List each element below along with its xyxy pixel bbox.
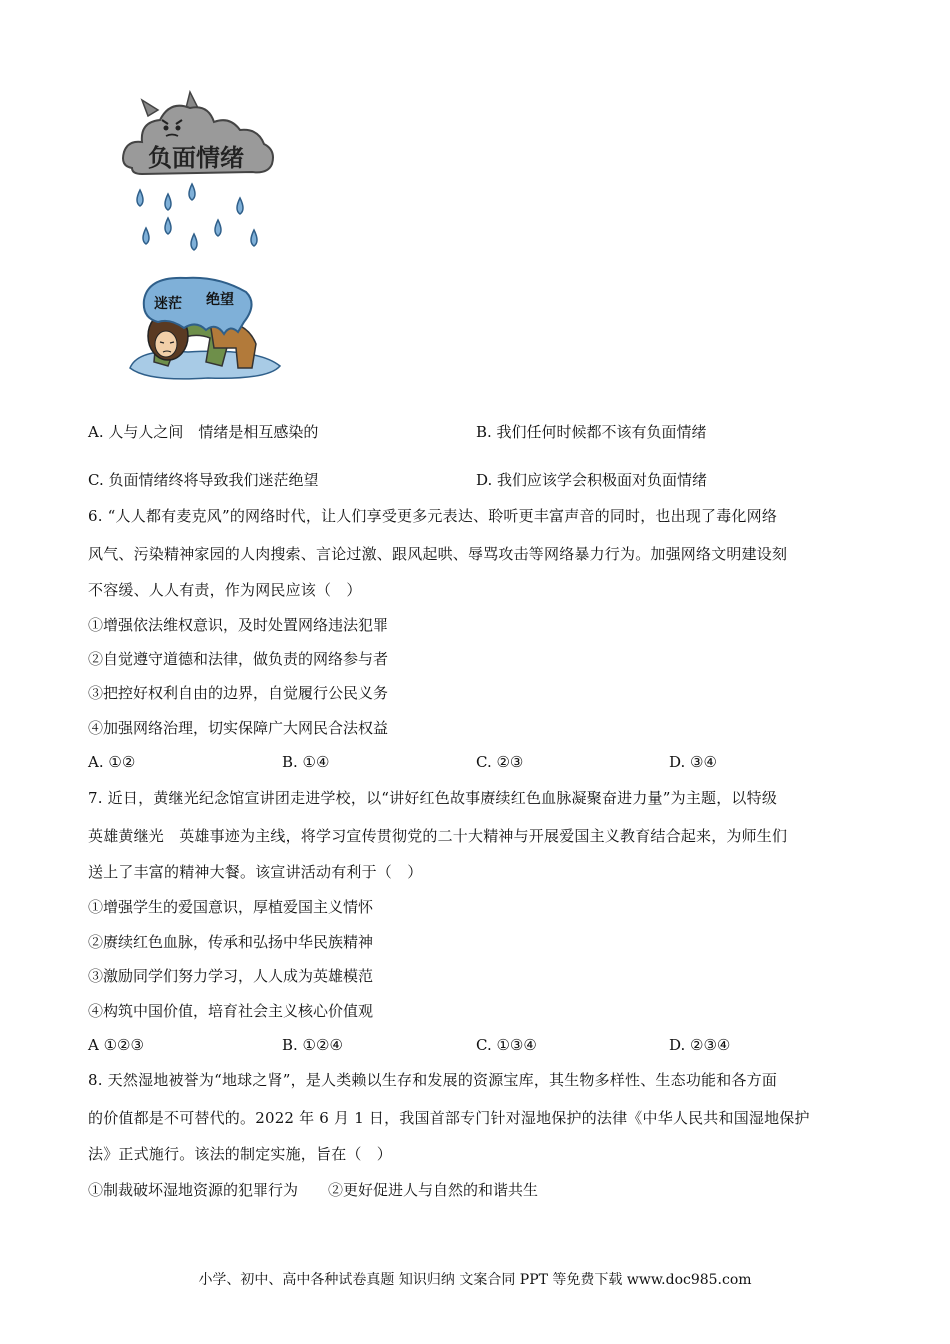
q6-stem-line-1: 6. “人人都有麦克风”的网络时代，让人们享受更多元表达、聆听更丰富声音的同时，也出现了毒化网络: [88, 507, 778, 525]
q7-stem-line-3: 送上了丰富的精神大餐。该宣讲活动有利于（ ）: [88, 863, 423, 881]
q7-item-3: ③激励同学们努力学习，人人成为英雄模范: [88, 967, 374, 985]
q7-stem-line-2: 英雄黄继光 英雄事迹为主线，将学习宣传贯彻党的二十大精神与开展爱国主义教育结合起来，为师生们: [88, 827, 788, 845]
page-footer: 小学、初中、高中各种试卷真题 知识归纳 文案合同 PPT 等免费下载 www.doc985.com: [198, 1272, 752, 1288]
q7-stem-line-1: 7. 近日，黄继光纪念馆宣讲团走进学校，以“讲好红色故事赓续红色血脉凝聚奋进力量”为主题，以特级: [88, 789, 778, 807]
q7-item-2: ②赓续红色血脉，传承和弘扬中华民族精神: [88, 933, 374, 951]
cloud-label: 负面情绪: [148, 144, 244, 172]
q6-option-c: C. ②③: [476, 753, 524, 771]
q7-item-4: ④构筑中国价值，培育社会主义核心价值观: [88, 1002, 374, 1020]
q6-stem-line-3: 不容缓、人人有责，作为网民应该（ ）: [88, 581, 362, 599]
q6-item-1: ①增强依法维权意识，及时处置网络违法犯罪: [88, 616, 389, 634]
q8-items-row: ①制裁破坏湿地资源的犯罪行为 ②更好促进人与自然的和谐共生: [88, 1181, 539, 1199]
q5-option-a: A. 人与人之间 情绪是相互感染的: [88, 423, 319, 441]
burden-label-left: 迷茫: [154, 296, 182, 312]
q5-option-b: B. 我们任何时候都不该有负面情绪: [476, 423, 707, 441]
q7-option-d: D. ②③④: [669, 1036, 731, 1054]
burden-label-right: 绝望: [206, 292, 234, 308]
q7-option-a: A ①②③: [88, 1036, 144, 1054]
q6-option-a: A. ①②: [88, 753, 136, 771]
q8-stem-line-1: 8. 天然湿地被誉为“地球之肾”，是人类赖以生存和发展的资源宝库，其生物多样性、生态功能和各方面: [88, 1071, 778, 1089]
q7-item-1: ①增强学生的爱国意识，厚植爱国主义情怀: [88, 898, 374, 916]
q6-item-2: ②自觉遵守道德和法律，做负责的网络参与者: [88, 650, 389, 668]
negative-emotion-illustration: [118, 86, 288, 386]
q8-stem-line-2: 的价值都是不可替代的。2022 年 6 月 1 日，我国首部专门针对湿地保护的法律《中华人民共和国湿地保护: [88, 1109, 810, 1127]
q6-option-d: D. ③④: [669, 753, 717, 771]
q5-option-c: C. 负面情绪终将导致我们迷茫绝望: [88, 471, 319, 489]
q7-option-b: B. ①②④: [282, 1036, 343, 1054]
q7-option-c: C. ①③④: [476, 1036, 537, 1054]
q6-item-4: ④加强网络治理，切实保障广大网民合法权益: [88, 719, 389, 737]
q6-item-3: ③把控好权利自由的边界，自觉履行公民义务: [88, 684, 389, 702]
q5-option-d: D. 我们应该学会积极面对负面情绪: [476, 471, 708, 489]
q8-stem-line-3: 法》正式施行。该法的制定实施，旨在（ ）: [88, 1145, 393, 1163]
raindrops: [137, 184, 257, 250]
q6-option-b: B. ①④: [282, 753, 330, 771]
q6-stem-line-2: 风气、污染精神家园的人肉搜索、言论过激、跟风起哄、辱骂攻击等网络暴力行为。加强网络文明建设刻: [88, 545, 788, 563]
